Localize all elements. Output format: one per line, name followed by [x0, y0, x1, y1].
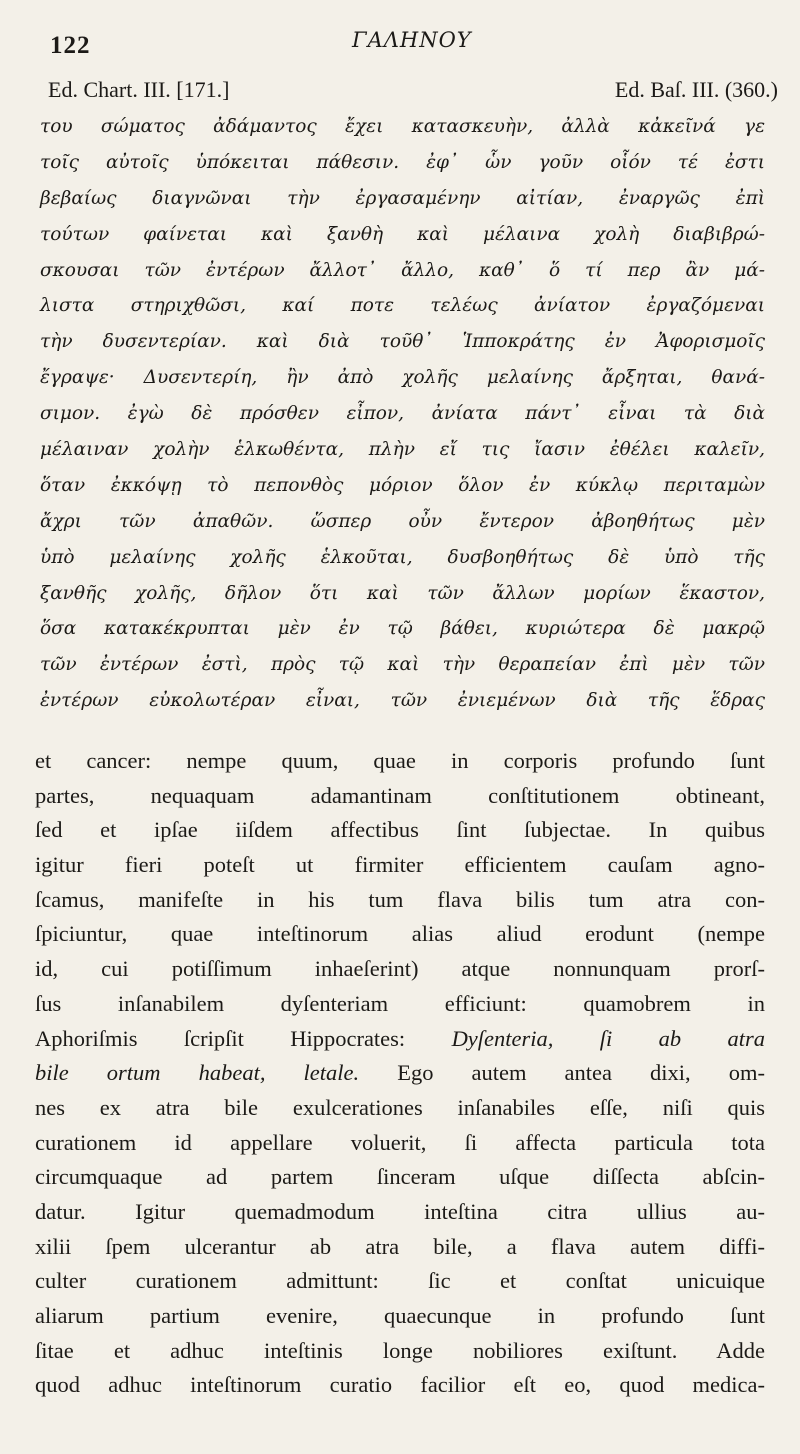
- greek-line: ἐντέρων εὐκολωτέραν εἶναι, τῶν ἐνιεμένων διὰ τῆς ἕδρας: [40, 690, 765, 712]
- latin-line: et cancer: nempe quum, quae in corporis profundo ſunt: [35, 748, 765, 773]
- latin-line: id, cui potiſſimum inhaeſerint) atque nonnunquam prorſ-: [35, 956, 765, 982]
- greek-line: τὴν δυσεντερίαν. καὶ διὰ τοῦθ᾽ Ἱπποκράτης ἐν Ἀφορισμοῖς: [40, 331, 765, 353]
- greek-line: τοῖς αὐτοῖς ὑπόκειται πάθεσιν. ἐφ᾽ ὧν γοῦν οἷόν τέ ἐστι: [40, 151, 765, 173]
- greek-line: σιμον. ἐγὼ δὲ πρόσθεν εἶπον, ἀνίατα πάντ᾽ εἶναι τὰ διὰ: [40, 403, 765, 425]
- page-header: [0, 0, 800, 110]
- latin-line: ſpiciuntur, quae inteſtinorum alias aliud erodunt (nempe: [35, 921, 765, 947]
- greek-line: τῶν ἐντέρων ἐστὶ, πρὸς τῷ καὶ τὴν θεραπείαν ἐπὶ μὲν τῶν: [40, 654, 765, 676]
- latin-text-segment: Ego autem antea dixi, om-: [359, 1060, 765, 1086]
- latin-line: ſed et ipſae iiſdem affectibus ſint ſubjectae. In quibus: [35, 817, 765, 843]
- greek-line: σκουσαι τῶν ἐντέρων ἄλλοτ᾽ ἄλλο, καθ᾽ ὅ τί περ ἂν μά-: [40, 259, 765, 281]
- edition-reference-right: Ed. Baſ. III. (360.): [614, 77, 778, 102]
- latin-line: culter curationem admittunt: ſic et conſtat unicuique: [35, 1268, 765, 1294]
- latin-line-with-quote: [35, 1022, 765, 1057]
- latin-line: datur. Igitur quemadmodum inteſtina citra ullius au-: [35, 1198, 765, 1224]
- greek-line: μέλαιναν χολὴν ἑλκωθέντα, πλὴν εἴ τις ἴασιν ἐθέλει καλεῖν,: [40, 439, 765, 461]
- latin-line: aliarum partium evenire, quaecunque in profundo ſunt: [35, 1303, 765, 1328]
- aphorism-quote-end: bile ortum habeat, letale.: [35, 1060, 360, 1086]
- latin-text-block: [35, 744, 765, 1403]
- greek-line: ὅταν ἐκκόψῃ τὸ πεπονθὸς μόριον ὅλον ἐν κύκλῳ περιταμὼν: [40, 474, 765, 496]
- greek-line: βεβαίως διαγνῶναι τὴν ἐργασαμένην αἰτίαν, ἐναργῶς ἐπὶ: [40, 187, 765, 209]
- latin-line: partes, nequaquam adamantinam conſtitutionem obtineant,: [35, 782, 765, 808]
- latin-line: circumquaque ad partem ſinceram uſque diſſecta abſcin-: [35, 1164, 765, 1190]
- running-title: ΓΑΛΗΝΟΥ: [352, 28, 472, 52]
- page-number: 122: [50, 32, 91, 59]
- greek-line: λιστα στηριχθῶσι, καί ποτε τελέως ἀνίατον ἐργαζόμεναι: [40, 295, 765, 317]
- greek-line: ὑπὸ μελαίνης χολῆς ἑλκοῦται, δυσβοηθήτως δὲ ὑπὸ τῆς: [40, 546, 765, 568]
- latin-line: ſitae et adhuc inteſtinis longe nobiliores exiſtunt. Adde: [35, 1337, 765, 1363]
- latin-line: xilii ſpem ulcerantur ab atra bile, a flava autem diffi-: [35, 1233, 765, 1259]
- aphorism-quote: Dyſenteria, ſi ab atra: [451, 1025, 766, 1051]
- greek-line: τούτων φαίνεται καὶ ξανθὴ καὶ μέλαινα χολὴ διαβιβρώ-: [40, 223, 765, 245]
- greek-line: ἔγραψε· Δυσεντερίη, ἢν ἀπὸ χολῆς μελαίνης ἄρξηται, θανά-: [40, 367, 765, 389]
- latin-line: curationem id appellare voluerit, ſi affecta particula tota: [35, 1129, 765, 1155]
- latin-line: ſcamus, manifeſte in his tum flava bilis tum atra con-: [35, 886, 765, 912]
- latin-line-with-quote: [35, 1056, 765, 1091]
- greek-line: ὅσα κατακέκρυπται μὲν ἐν τῷ βάθει, κυριώτερα δὲ μακρῷ: [40, 618, 765, 640]
- latin-line: ſus inſanabilem dyſenteriam efficiunt: quamobrem in: [35, 990, 765, 1016]
- greek-line: ἄχρι τῶν ἀπαθῶν. ὥσπερ οὖν ἔντερον ἀβοηθήτως μὲν: [40, 510, 765, 532]
- greek-line: ξανθῆς χολῆς, δῆλον ὅτι καὶ τῶν ἄλλων μορίων ἕκαστον,: [40, 582, 765, 604]
- greek-line: του σώματος ἀδάμαντος ἔχει κατασκευὴν, ἀλλὰ κἀκεῖνά γε: [40, 116, 765, 137]
- latin-line: nes ex atra bile exulcerationes inſanabiles eſſe, niſi quis: [35, 1094, 765, 1120]
- latin-line: quod adhuc inteſtinorum curatio facilior eſt eo, quod medica-: [35, 1372, 765, 1398]
- edition-reference-left: Ed. Chart. III. [171.]: [48, 77, 230, 102]
- greek-text-block: [40, 109, 765, 719]
- latin-line: igitur fieri poteſt ut firmiter efficientem cauſam agno-: [35, 852, 765, 878]
- latin-text-segment: Aphoriſmis ſcripſit Hippocrates:: [35, 1025, 406, 1051]
